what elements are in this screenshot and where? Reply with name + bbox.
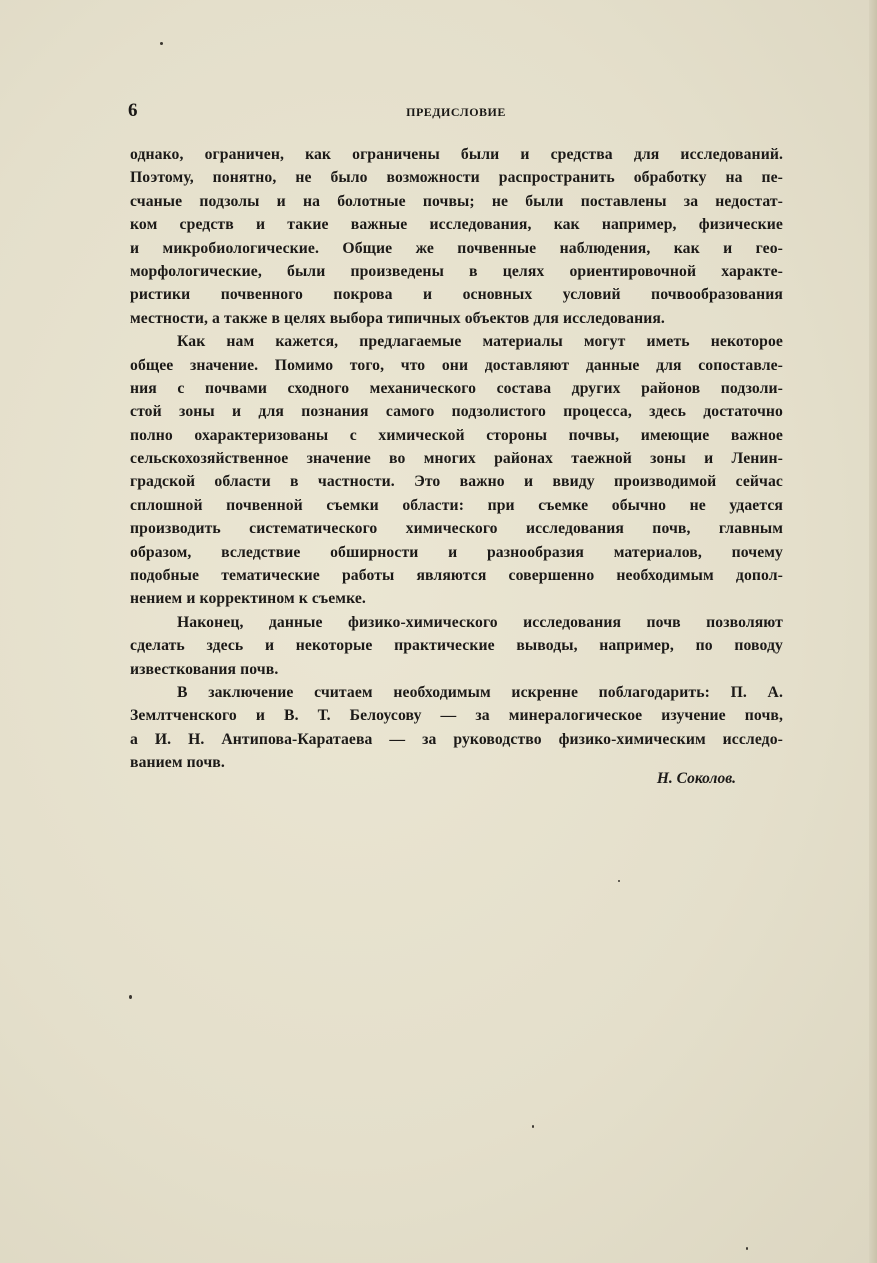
text-line: общее значение. Помимо того, что они доставляют данные для сопоставле- [130,356,783,374]
text-line: нением и корректином к съемке. [130,590,366,608]
text-line: Как нам кажется, предлагаемые материалы могут иметь некоторое [177,333,783,351]
text-line: сплошной почвенной съемки области: при съемке обычно не удается [130,496,783,514]
text-line: ком средств и такие важные исследования, как например, физические [130,216,783,234]
text-line: а И. Н. Антипова-Каратаева — за руководство физико-химическим исследо- [130,730,783,748]
text-line: градской области в частности. Это важно и ввиду производимой сейчас [130,473,783,491]
scan-speck [618,880,620,882]
text-line: сельскохозяйственное значение во многих районах таежной зоны и Ленин- [130,450,783,468]
body-text [130,143,783,775]
text-line: Поэтому, понятно, не было возможности распространить обработку на пе- [130,169,783,187]
text-line: известкования почв. [130,660,279,678]
text-line: стой зоны и для познания самого подзолистого процесса, здесь достаточно [130,403,783,421]
scan-speck [746,1247,748,1250]
text-line: ванием почв. [130,754,225,772]
text-line: ристики почвенного покрова и основных условий почвообразования [130,286,783,304]
page-edge [869,0,877,1263]
text-line: Наконец, данные физико-химического исследования почв позволяют [177,613,783,631]
text-line: счаные подзолы и на болотные почвы; не были поставлены за недостат- [130,192,783,210]
text-line: ния с почвами сходного механического состава других районов подзоли- [130,379,783,397]
text-line: морфологические, были произведены в целях ориентировочной характе- [130,262,783,280]
text-line: Землтченского и В. Т. Белоусову — за минералогическое изучение почв, [130,707,783,725]
scan-speck [129,995,132,999]
text-line: полно охарактеризованы с химической стороны почвы, имеющие важное [130,426,783,444]
text-line: местности, а также в целях выбора типичных объектов для исследования. [130,309,665,327]
text-line: и микробиологические. Общие же почвенные наблюдения, как и гео- [130,239,783,257]
text-line: образом, вследствие обширности и разнообразия материалов, почему [130,543,783,561]
scan-speck [160,42,163,45]
scan-speck [532,1125,534,1128]
page-header [128,100,784,124]
text-line: В заключение считаем необходимым искренне поблагодарить: П. А. [177,683,783,701]
text-line: производить систематического химического исследования почв, главным [130,520,783,538]
running-head: ПРЕДИСЛОВИЕ [406,105,506,119]
text-line: сделать здесь и некоторые практические выводы, например, по поводу [130,637,783,655]
text-line: подобные тематические работы являются совершенно необходимым допол- [130,567,783,585]
text-line: однако, ограничен, как ограничены были и средства для исследований. [130,146,783,163]
page-number: 6 [128,100,138,121]
signature: Н. Соколов. [656,770,736,787]
